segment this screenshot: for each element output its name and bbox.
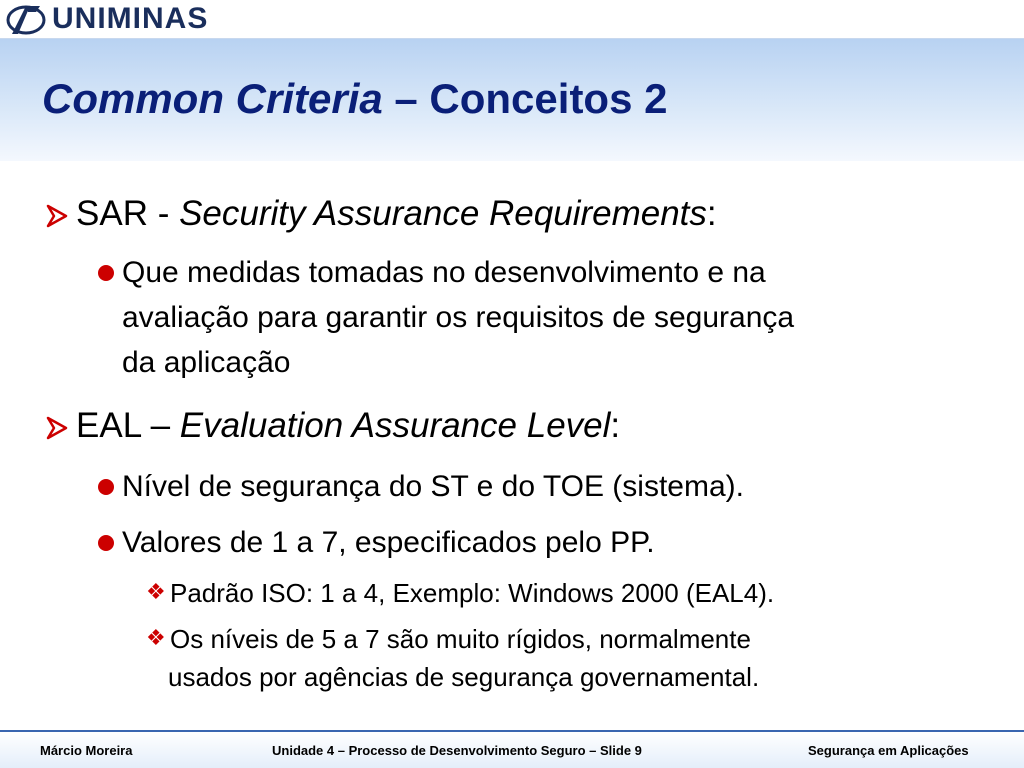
dot-bullet-icon bbox=[98, 479, 114, 495]
logo-emblem-icon bbox=[6, 2, 46, 36]
slide-title bbox=[42, 75, 667, 123]
eal-sub1-text: Nível de segurança do ST e do TOE (sistema). bbox=[122, 470, 744, 503]
top-bar bbox=[0, 0, 1024, 38]
footer-right: Segurança em Aplicações bbox=[808, 743, 969, 758]
sar-sub1-line1: Que medidas tomadas no desenvolvimento e na bbox=[122, 256, 766, 289]
footer-author: Márcio Moreira bbox=[40, 743, 133, 758]
eal-sub2-item2-line1: Os níveis de 5 a 7 são muito rígidos, normalmente bbox=[170, 624, 751, 654]
sar-suffix: : bbox=[706, 194, 717, 233]
arrow-bullet-icon bbox=[46, 204, 68, 228]
eal-sub2-text: Valores de 1 a 7, especificados pelo PP. bbox=[122, 526, 655, 559]
logo-text: UNIMINAS bbox=[52, 2, 209, 35]
eal-prefix: EAL – bbox=[76, 406, 180, 445]
eal-sub2-item1-text: Padrão ISO: 1 a 4, Exemplo: Windows 2000 (EAL4). bbox=[170, 578, 775, 608]
eal-sub2-item2-line2: usados por agências de segurança governamental. bbox=[168, 662, 760, 692]
title-banner bbox=[0, 38, 1024, 161]
arrow-bullet-icon bbox=[46, 416, 68, 440]
title-italic: Common Criteria bbox=[42, 75, 383, 122]
title-rest: – Conceitos 2 bbox=[382, 75, 668, 122]
sar-italic: Security Assurance Requirements bbox=[179, 194, 707, 233]
diamond-bullet-icon: ❖ bbox=[146, 579, 166, 604]
eal-italic: Evaluation Assurance Level bbox=[179, 406, 611, 445]
sar-sub1-line2: avaliação para garantir os requisitos de segurança bbox=[122, 301, 795, 334]
diamond-bullet-icon: ❖ bbox=[146, 625, 166, 650]
sar-prefix: SAR - bbox=[76, 194, 180, 233]
eal-suffix: : bbox=[610, 406, 621, 445]
uniminas-logo bbox=[6, 2, 208, 36]
dot-bullet-icon bbox=[98, 265, 114, 281]
footer-center: Unidade 4 – Processo de Desenvolvimento Seguro – Slide 9 bbox=[272, 743, 642, 758]
slide-footer bbox=[0, 732, 1024, 768]
sar-sub1-line3: da aplicação bbox=[122, 346, 291, 379]
dot-bullet-icon bbox=[98, 535, 114, 551]
